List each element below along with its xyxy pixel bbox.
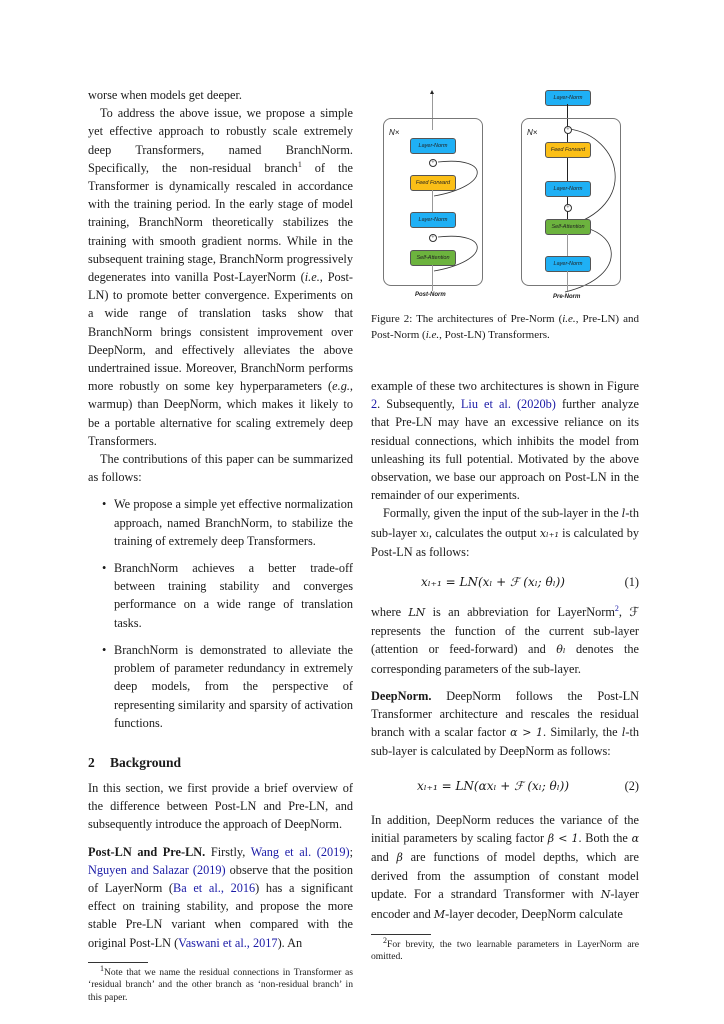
left-column	[88, 86, 353, 1004]
citation-link[interactable]: Nguyen and Salazar (2019)	[88, 862, 226, 877]
paragraph-addition: In addition, DeepNorm reduces the variance of the initial parameters by scaling factor β < 1. Both the α and β are functions of model depths, which are derived from the assumption of constant model update. For a strandard Transformer with N-layer encoder and M-layer decoder, DeepNorm calculate	[371, 812, 639, 921]
footnote-ref-1[interactable]: 1	[297, 159, 302, 169]
pre-self-attention-block: Self-Attention	[545, 219, 591, 235]
paragraph-continuation: worse when models get deeper.	[88, 88, 243, 102]
pre-layer-norm-block: Layer-Norm	[545, 181, 591, 197]
repeat-label: N×	[389, 128, 400, 137]
list-item: • We propose a simple yet effective normalization approach, named BranchNorm, to stabilize the training of extremely deep Transformers.	[88, 495, 353, 550]
figure-caption: Figure 2: The architectures of Pre-Norm (i.e., Pre-LN) and Post-Norm (i.e., Post-LN) Transformers.	[371, 313, 639, 341]
section-heading: 2 Background	[88, 754, 182, 770]
pre-layer-norm-block: Layer-Norm	[545, 256, 591, 272]
post-layer-norm-block: Layer-Norm	[410, 138, 456, 154]
add-icon: +	[564, 126, 572, 134]
paragraph-formally: Formally, given the input of the sub-layer in the l-th sub-layer xₗ, calculates the output xₗ₊₁ is calculated by Post-LN as follows:	[371, 506, 639, 559]
citation-link[interactable]: Liu et al. (2020b)	[460, 397, 556, 412]
right-column	[371, 86, 639, 964]
post-layer-norm-block: Layer-Norm	[410, 212, 456, 228]
post-feed-forward-block: Feed Forward	[410, 175, 456, 191]
pre-norm-label: Pre-Norm	[553, 294, 581, 300]
citation-link[interactable]: Ba et al., 2016	[173, 880, 256, 895]
paragraph-post-pre-ln: Post-LN and Pre-LN. Firstly, Wang et al. (2019); Nguyen and Salazar (2019) observe that the position of LayerNorm (Ba et al., 2016) has a significant effect on training stability, and propose the more stable Pre-LN variant when compared with the original Post-LN (Vaswani et al., 2017). An	[88, 844, 354, 950]
add-icon: +	[429, 159, 437, 167]
connector-line	[567, 234, 568, 256]
equation-2: xₗ₊₁ = LN(αxₗ + ℱ (xₗ; θₗ)) (2)	[416, 778, 639, 793]
post-norm-label: Post-Norm	[415, 292, 446, 298]
citation-link[interactable]: Wang et al. (2019)	[250, 844, 350, 859]
citation-link[interactable]: Vaswani et al., 2017	[178, 935, 278, 950]
contributions-list	[88, 495, 353, 731]
paragraph-contributions-intro: The contributions of this paper can be summarized as follows:	[88, 452, 353, 485]
list-item: • BranchNorm achieves a better trade-off between training stability and converges performance on a wide range of translation tasks.	[88, 559, 353, 632]
footnote-2: $^2$For brevity, the two learnable parameters in LayerNorm are omitted.	[371, 935, 639, 963]
list-item: • BranchNorm is demonstrated to alleviate the problem of parameter redundancy in extremely deep models, from the perspective of representing similarity and sparsity of activation functions.	[88, 641, 353, 732]
repeat-label: N×	[527, 128, 538, 137]
paragraph-example: example of these two architectures is shown in Figure 2. Subsequently, Liu et al. (2020b) further analyze that Pre-LN may have an excessive reliance on its residual connections, which inhibits the model from unleashing its full potential. Motivated by the above observation, we base our approach on Post-LN in the remainder of our experiments.	[371, 379, 640, 503]
equation-1: xₗ₊₁ = LN(xₗ + ℱ (xₗ; θₗ)) (1)	[421, 574, 639, 589]
figure-ref-link[interactable]: 2	[371, 397, 378, 412]
footnote-1: $^1$Note that we name the residual connections in Transformer as ‘residual branch’ and the other branch as ‘non-residual branch’ in this paper.	[88, 963, 353, 1003]
post-self-attention-block: Self-Attention	[410, 250, 456, 266]
footnote-divider	[88, 962, 148, 963]
footnote-divider	[371, 934, 431, 935]
add-icon: +	[429, 234, 437, 242]
pre-feed-forward-block: Feed Forward	[545, 142, 591, 158]
add-icon: +	[564, 204, 572, 212]
paragraph-background-intro: In this section, we first provide a brief overview of the difference between Post-LN and Pre-LN, and subsequently introduce the approach of DeepNorm.	[88, 780, 353, 832]
paragraph-where: where LN is an abbreviation for LayerNorm$^2$, ℱ represents the function of the current sub-layer (attention or feed-forward) and θₗ denotes the corresponding parameters of the sub-layer.	[371, 603, 639, 676]
paragraph-deepnorm: DeepNorm. DeepNorm follows the Post-LN Transformer architecture and rescales the residual branch with a scalar factor α > 1. Similarly, the l-th sub-layer is calculated by DeepNorm as follows:	[371, 688, 640, 759]
pre-final-layer-norm-block: Layer-Norm	[545, 90, 591, 106]
footnote-ref-2[interactable]: 2	[614, 603, 619, 613]
paragraph-approach: To address the above issue, we propose a simple yet effective approach to robustly scale extremely deep Transformers, named BranchNorm. Specifically, the non-residual branch$^1$ of the Transformer is dynamically rescaled in accordance with the training period. In the early stage of model training, BranchNorm theoretically stabilizes the training with smooth gradient norms. While in the subsequent training stage, BranchNorm progressively degenerates into vanilla Post-LayerNorm (i.e., Post-LN) to promote better convergence. Experiments on a wide range of translation tasks show that BranchNorm brings consistent improvement over DeepNorm, and effectively alleviates the above undertrained issue. Moreover, BranchNorm performs more robustly on some key hyperparameters (e.g., warmup) than DeepNorm, which makes it likely to be a portable alternative for scaling extremely deep Transformers.	[88, 106, 353, 448]
figure-architectures	[371, 86, 639, 298]
